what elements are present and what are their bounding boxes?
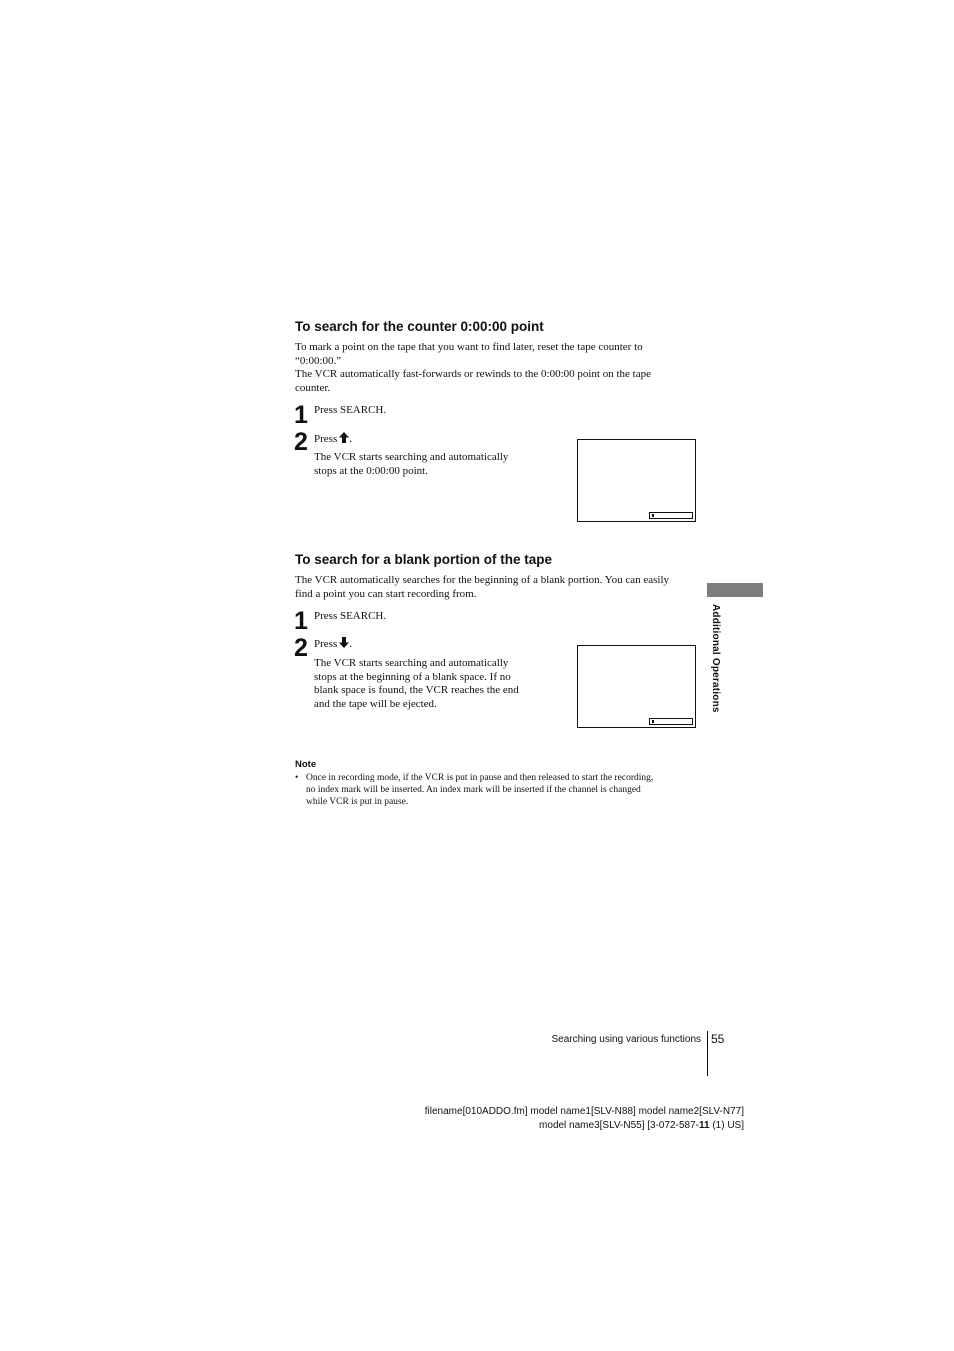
section-intro [295, 574, 700, 601]
note-bullet: • [295, 773, 299, 783]
step-press-line [314, 637, 352, 652]
tape-position-marker [652, 514, 654, 517]
tv-screen-illustration [577, 439, 696, 522]
page-number: 55 [711, 1032, 725, 1046]
step-description [314, 451, 554, 478]
file-info [425, 1105, 744, 1133]
tape-position-bar [649, 718, 693, 725]
intro-line: counter. [295, 381, 331, 394]
note-title: Note [295, 759, 317, 770]
step-description-line: blank space is found, the VCR reaches the end [314, 684, 519, 697]
intro-line: To mark a point on the tape that you want to find later, reset the tape counter to [295, 341, 643, 353]
note-line: no index mark will be inserted. An index mark will be inserted if the channel is changed [306, 784, 641, 795]
section-tab-marker [707, 583, 763, 597]
step-text: Press SEARCH. [314, 404, 387, 416]
note-line: Once in recording mode, if the VCR is put in pause and then released to start the recording, [306, 773, 654, 783]
intro-line: The VCR automatically fast-forwards or rewinds to the 0:00:00 point on the tape [295, 368, 651, 381]
footer-divider [707, 1031, 708, 1076]
tv-screen-illustration [577, 645, 696, 728]
file-info-text: (1) US] [709, 1120, 744, 1131]
step-number: 1 [294, 607, 308, 635]
file-info-text: model name3[SLV-N55] [3-072-587- [539, 1120, 699, 1131]
step-description-line: stops at the 0:00:00 point. [314, 464, 428, 477]
side-section-label: Additional Operations [710, 604, 721, 713]
intro-line: “0:00:00.” [295, 354, 342, 367]
step-description [314, 657, 554, 711]
section-heading-counter-search: To search for the counter 0:00:00 point [295, 319, 544, 334]
step-number: 2 [294, 428, 308, 456]
step-number: 2 [294, 634, 308, 662]
step-number: 1 [294, 401, 308, 429]
step-description-line: stops at the beginning of a blank space. If no [314, 670, 511, 683]
press-label: Press [314, 433, 338, 445]
section-heading-blank-search: To search for a blank portion of the tape [295, 552, 553, 567]
file-info-line [425, 1119, 744, 1133]
footer-section-title: Searching using various functions [551, 1034, 701, 1045]
tape-position-marker [652, 720, 654, 723]
press-label: Press [314, 638, 338, 650]
step-description-line: and the tape will be ejected. [314, 697, 437, 710]
file-info-revision: 11 [698, 1120, 710, 1131]
section-intro [295, 341, 695, 395]
press-suffix: . [349, 638, 352, 650]
press-suffix: . [349, 433, 352, 445]
step-description-line: The VCR starts searching and automatically [314, 657, 509, 669]
file-info-line: filename[010ADDO.fm] model name1[SLV-N88] model name2[SLV-N77] [424, 1106, 744, 1117]
intro-line: The VCR automatically searches for the beginning of a blank portion. You can easily [295, 574, 670, 586]
note-line: while VCR is put in pause. [306, 796, 409, 807]
step-description-line: The VCR starts searching and automatically [314, 451, 509, 463]
note-text [306, 773, 706, 808]
step-press-line [314, 432, 352, 447]
step-text: Press SEARCH. [314, 610, 387, 622]
up-arrow-icon [339, 432, 349, 443]
intro-line: find a point you can start recording from. [295, 587, 477, 600]
tape-position-bar [649, 512, 693, 519]
down-arrow-icon [339, 637, 349, 648]
